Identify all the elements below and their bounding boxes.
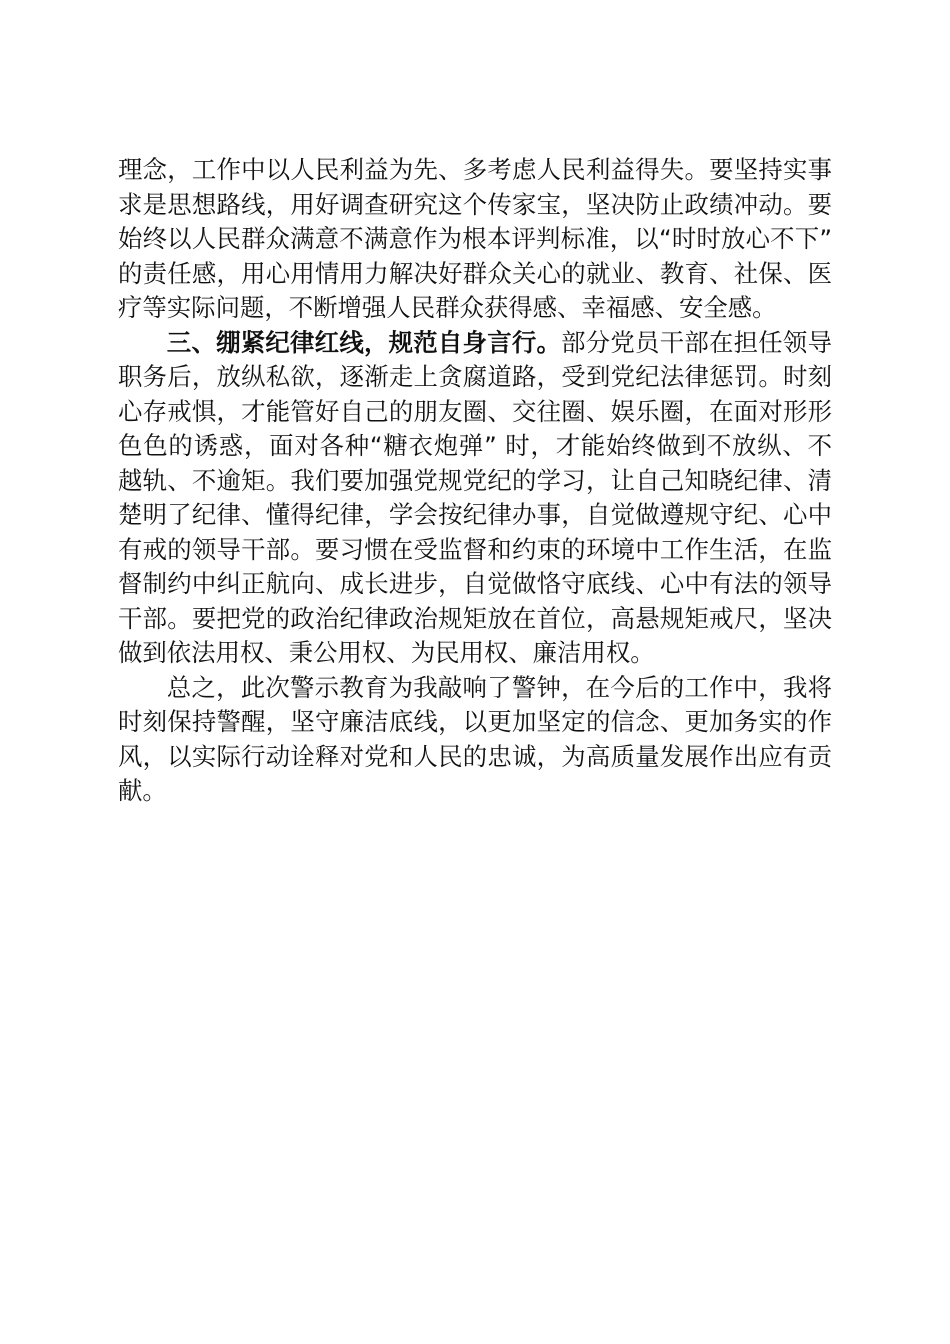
paragraph-continuation: 理念，工作中以人民利益为先、多考虑人民利益得失。要坚持实事求是思想路线，用好调查研究这个传家宝，坚决防止政绩冲动。要始终以人民群众满意不满意作为根本评判标准，以“时时放心不下” 的责任感，用心用情用力解决好群众关心的就业、教育、社保、医疗等实际问题，不断增强人民群众获得感、幸福感、安全感。 (118, 155, 832, 322)
section-three-body: 部分党员干部在担任领导职务后，放纵私欲，逐渐走上贪腐道路，受到党纪法律惩罚。时刻心存戒惧，才能管好自己的朋友圈、交往圈、娱乐圈，在面对形形色色的诱惑，面对各种“糖衣炮弹” 时，才能始终做到不放纵、不越轨、不逾矩。我们要加强党规党纪的学习，让自己知晓纪律、清楚明了纪律、懂得纪律，学会按纪律办事，自觉做遵规守纪、心中有戒的领导干部。要习惯在受监督和约束的环境中工作生活，在监督制约中纠正航向、成长进步，自觉做恪守底线、心中有法的领导干部。要把党的政治纪律政治规矩放在首位，高悬规矩戒尺，坚决做到依法用权、秉公用权、为民用权、廉洁用权。 (118, 327, 832, 667)
section-heading: 三、绷紧纪律红线，规范自身言行。 (166, 327, 562, 357)
paragraph-section-three (118, 326, 832, 671)
document-body (118, 153, 832, 809)
paragraph-conclusion: 总之，此次警示教育为我敲响了警钟，在今后的工作中，我将时刻保持警醒，坚守廉洁底线，以更加坚定的信念、更加务实的作风，以实际行动诠释对党和人民的忠诚，为高质量发展作出应有贡献。 (118, 672, 832, 805)
